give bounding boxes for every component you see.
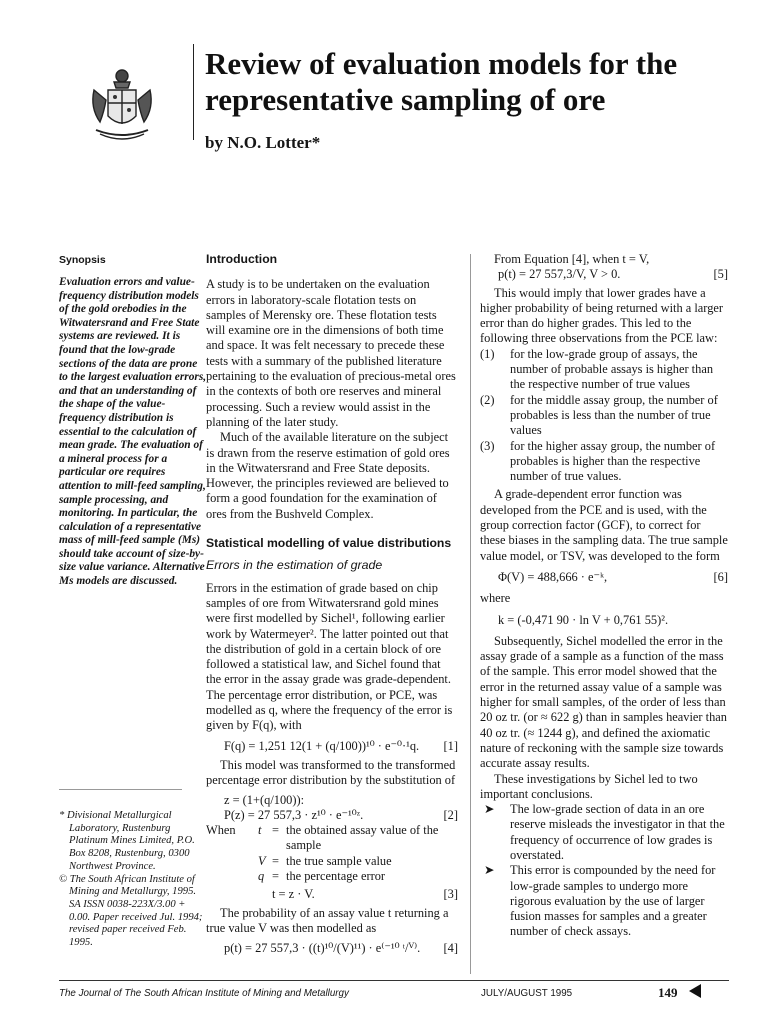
- header-vertical-rule: [193, 44, 194, 140]
- observation-list: [480, 347, 728, 485]
- observation-marker-1: (1): [480, 346, 495, 361]
- observation-text-1: for the low-grade group of assays, the number of probable assays is higher than the respective number of true values: [510, 346, 714, 392]
- list-item: [480, 802, 728, 863]
- definition-symbol-q: q: [258, 868, 265, 883]
- footnotes: [59, 810, 209, 950]
- equation-3: [206, 887, 458, 902]
- imply-paragraph: This would imply that lower grades have a higher probability of being returned with a larger error than do higher grades. This led to the following three observations from the PCE law:: [480, 285, 724, 346]
- definition-text-t: the obtained assay value of the sample: [286, 823, 439, 853]
- paper-title: Review of evaluation models for the representative sampling of ore: [205, 46, 678, 117]
- list-item: [480, 439, 728, 485]
- equation-5-number: [5]: [713, 267, 728, 282]
- equation-6: [480, 570, 728, 585]
- from-equation-4-line: From Equation [4], when t = V,: [494, 252, 650, 266]
- equation-2-number: [2]: [443, 807, 458, 822]
- equation-k: k = (-0,471 90 · ln V + 0,761 55)².: [498, 612, 669, 627]
- observation-text-2: for the middle assay group, the number of probables is less than the number of true values: [510, 392, 718, 438]
- intro-paragraph-2: Much of the available literature on the subject is drawn from the reserve estimation of gold ores in the Witwatersrand and Free State deposits. However, the principles reviewed are believed to form a good foundation for the examination of ores from the Bushveld Complex.: [206, 430, 450, 521]
- list-item: [480, 863, 728, 939]
- equation-2-line-a: z = (1+(q/100)):: [224, 792, 305, 807]
- sichel-paragraph: Subsequently, Sichel modelled the error in the assay grade of a sample as a function of the mass of the sample. This error model showed that the error in the returned assay value of a sample was higher for small samples, of the order of less than 20 oz tr. (or ≈ 622 g) than in samples heavier than 40 oz tr. (≈ 1244 g), and defined the axiomatic nature of reckoning with the sample size towards accurate assay results.: [480, 633, 727, 771]
- equation-5: [480, 267, 728, 282]
- section-heading-statistical-modelling: Statistical modelling of value distributions: [206, 536, 452, 551]
- observation-marker-3: (3): [480, 438, 495, 453]
- list-item: [480, 347, 728, 393]
- equation-2-line-b: P(z) = 27 557,3 · z¹⁰ · e⁻¹⁰ᶻ.: [224, 807, 364, 822]
- equation-1: [206, 739, 458, 754]
- page-arrow-icon: [689, 984, 701, 998]
- observation-marker-2: (2): [480, 392, 495, 407]
- equation-1-body: F(q) = 1,251 12(1 + (q/100))¹⁰ · e⁻⁰·¹q.: [224, 738, 420, 753]
- investigations-paragraph: These investigations by Sichel led to two important conclusions.: [480, 771, 698, 801]
- issue-date: JULY/AUGUST 1995: [481, 988, 573, 999]
- intro-paragraph-1: A study is to be undertaken on the evaluation errors in laboratory-scale flotation tests on samples of Merensky ore. These flotation tests will examine ore in the dimensions of both time and space. It was felt necessary to precede these tests with a summary of the published literature pertaining to the evaluation of precious-metal ores in the contexts of both ore reserves and mineral processing. Such a review would assist in the planning of the later study.: [206, 277, 456, 429]
- errors-paragraph: Errors in the estimation of grade based on chip samples of ore from Witwatersrand gold mines were first modelled by Sichel¹, following earlier work by Watermeyer². The latter pointed out that the distribution of gold in a certain block of ore followed a statistical law, and Sichel found that the error in the assay grade was grade-dependent. The percentage error distribution, or PCE, was modelled as q, where the frequency of the error is given by F(q), with: [206, 580, 453, 733]
- coat-of-arms-logo: [86, 60, 158, 146]
- author-byline: by N.O. Lotter*: [205, 133, 321, 152]
- where-label: where: [480, 591, 511, 606]
- equation-1-number: [1]: [443, 738, 458, 753]
- footnote-divider: [59, 789, 182, 790]
- equation-4-number: [4]: [443, 941, 458, 956]
- subsection-heading-errors: Errors in the estimation of grade: [206, 558, 383, 573]
- footer-rule: [59, 980, 729, 981]
- equation-4: [206, 941, 458, 956]
- gcf-paragraph: A grade-dependent error function was developed from the PCE and is used, with the group correction factor (GCF), to correct for these biases in the sampling data. The true sample value model, or TSV, was developed to the form: [480, 487, 728, 563]
- equation-5-body: p(t) = 27 557,3/V, V > 0.: [498, 267, 621, 282]
- equation-6-body: Φ(V) = 488,666 · e⁻ᵏ,: [498, 569, 608, 584]
- list-item: [480, 393, 728, 439]
- definition-text-q: the percentage error: [286, 868, 386, 883]
- definition-symbol-v: V: [258, 853, 266, 868]
- journal-name: The Journal of The South African Institute of Mining and Metallurgy: [59, 988, 349, 999]
- definition-text-v: the true sample value: [286, 853, 392, 868]
- introduction-heading: Introduction: [206, 252, 278, 266]
- arrow-bullet-icon: ➤: [484, 863, 495, 878]
- conclusion-list: [480, 802, 728, 940]
- column-1: [206, 252, 458, 956]
- transformed-paragraph: This model was transformed to the transformed percentage error distribution by the substitution of: [206, 757, 456, 788]
- footnote-affiliation: * Divisional Metallurgical Laboratory, Rustenburg Platinum Mines Limited, P.O. Box 8208, Rustenburg, 0300 Northwest Province.: [59, 810, 195, 872]
- column-2: [480, 252, 728, 940]
- footnote-copyright: © The South African Institute of Mining and Metallurgy, 1995. SA ISSN 0038-223X/3.00 + 0.00. Paper received Jul. 1994; revised paper received Feb. 1995.: [59, 873, 203, 949]
- equation-3-body: t = z · V.: [272, 887, 315, 902]
- equation-2: [206, 793, 458, 824]
- probability-paragraph: The probability of an assay value t returning a true value V was then modelled as: [206, 905, 449, 935]
- when-label: When: [206, 823, 236, 838]
- definition-symbol-t: t: [258, 823, 262, 838]
- conclusion-text-2: This error is compounded by the need for low-grade samples to undergo more rigorous evaluation by the use of larger fusion masses for samples and a greater number of check assays.: [510, 863, 716, 939]
- variable-definitions: When t = the obtained assay value of the sample V = the true sample value q = the percentage error: [206, 823, 458, 884]
- equation-3-number: [3]: [443, 887, 458, 902]
- synopsis-text: Evaluation errors and value-frequency distribution models of the gold orebodies in the Witwatersrand and Free State systems are reviewed. It is found that the low-grade sections of the data are prone to the largest evaluation errors, and that an understanding of the shape of the value-frequency distribution is essential to the calculation of mean grade. The evaluation of a mineral process for a particular ore requires attention to mill-feed sampling, sample processing, and monitoring. In particular, the calculation of a representative mass of mill-feed sample (Ms) should take account of size-by-size value variance. Alternative Ms models are discussed.: [59, 276, 207, 588]
- equation-6-number: [6]: [713, 569, 728, 584]
- synopsis-heading: Synopsis: [59, 254, 106, 266]
- conclusion-text-1: The low-grade section of data in an ore reserve misleads the investigator in that the frequency of occurrence of low grades is overstated.: [510, 802, 725, 862]
- equation-4-body: p(t) = 27 557,3 · ((t)¹⁰/(V)¹¹) · e⁽⁻¹⁰ ᵗ/ⱽ⁾.: [224, 941, 421, 956]
- page-number: 149: [658, 985, 678, 1000]
- column-divider: [470, 254, 471, 974]
- arrow-bullet-icon: ➤: [484, 802, 495, 817]
- observation-text-3: for the higher assay group, the number of probables is higher than the respective number of true values.: [510, 438, 716, 484]
